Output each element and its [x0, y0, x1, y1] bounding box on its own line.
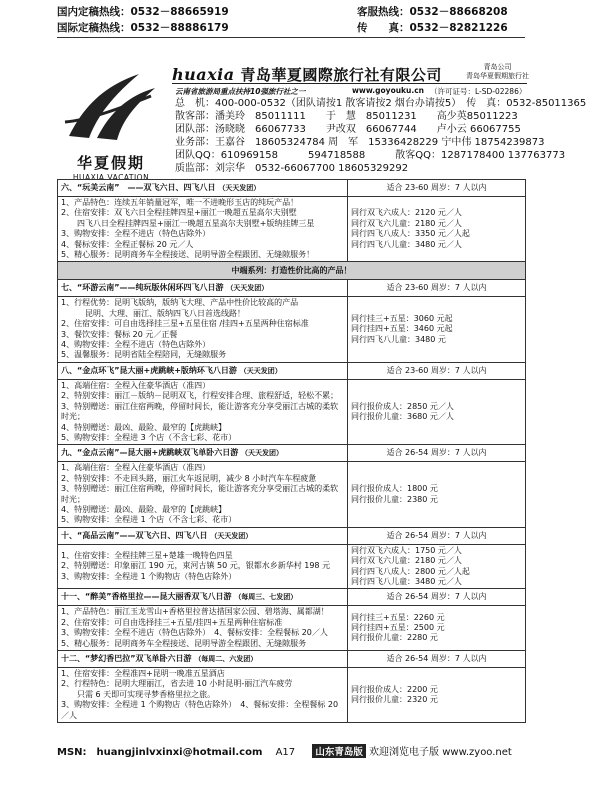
- license-number: （许可证号：L-SD-02286）: [430, 87, 527, 96]
- tour-name: 十一、“醉美”香格里拉——昆大丽香双飞八日游: [61, 592, 232, 602]
- price-line: 同行挂三+五星：3060 元起: [351, 314, 453, 324]
- detail-line: 3、特别赠送：丽江住宿两晚，停留时间长，能让游客充分享受丽江古城的柔软时光；: [61, 401, 339, 422]
- tour-prices: [348, 544, 526, 589]
- tour-prices: [348, 197, 526, 262]
- tour-table: [57, 179, 526, 723]
- price-line: 同行报价成人：1800 元: [351, 484, 438, 494]
- international-hotline: 国际定稿热线：0532－88886179: [57, 22, 229, 34]
- tour-title: [58, 651, 348, 668]
- tour-prices: [348, 668, 526, 723]
- tour-10-body: [58, 544, 526, 589]
- tour-name: 六、“玩美云南” ——双飞六日、四飞八日: [61, 182, 216, 192]
- huaxia-wordmark: huaxia: [172, 65, 235, 84]
- branch-line2: 青岛华夏假期旅行社: [466, 72, 529, 80]
- tour-12-body: [58, 668, 526, 723]
- detail-line: 3、特别赠送：丽江住宿两晚，停留时间长，能让游客充分享受丽江古城的柔软时光；: [61, 484, 339, 504]
- price-line: 同行四飞八成人：3350 元／人起: [351, 229, 470, 239]
- logo-block: [59, 66, 163, 182]
- detail-line: 1、产品特色：连续五年销量冠军，唯一不进晚形玉店的纯玩产品！: [61, 198, 299, 207]
- branch-line1: 青岛公司: [483, 63, 512, 71]
- detail-line: 1、高端住宿：全程入住豪华酒店（准四）: [61, 463, 211, 473]
- title-rule: [172, 83, 527, 84]
- detail-line: 5、购物安排：全程进 1 个店（不含七彩、花市）: [61, 515, 237, 525]
- tour-title: [58, 589, 348, 606]
- tour-title: [58, 445, 348, 462]
- price-line: 同行四飞八儿童：3480 元／人: [351, 239, 462, 249]
- price-line: 同行四飞八儿童：3480 元: [351, 334, 446, 344]
- tour-details: [58, 668, 348, 723]
- tour-9-header: [58, 445, 526, 462]
- tour-11-header: [58, 589, 526, 606]
- price-line: 同行挂四+五星：2500 元: [351, 622, 445, 632]
- detail-line: 2、住宿安排：可自由选择挂三星+五星住宿 /挂四+五星两种住宿标准: [61, 319, 309, 329]
- branch-label: [466, 63, 529, 81]
- swoosh-logo-icon: [59, 66, 163, 148]
- tour-10-header: [58, 527, 526, 544]
- detail-line: 3、餐饮安排：餐标 20 元／正餐: [61, 329, 178, 339]
- contact-qq: 团队QQ：610969158 594718588 散客QQ：1287178400 137763773: [175, 150, 566, 161]
- tour-prices: [348, 606, 526, 651]
- header-rule: [57, 37, 525, 38]
- price-line: 同行四飞八成人：2800 元／人起: [351, 566, 470, 576]
- tour-age: 适合 26-54 周岁：7 人以内: [348, 651, 526, 668]
- price-line: 同行报价成人：2200 元: [351, 684, 438, 694]
- logo-en: HUAXIA VACATION: [72, 173, 150, 182]
- price-line: 同行双飞六儿童：2180 元／人: [351, 556, 462, 566]
- tour-schedule: （天天发团）: [241, 449, 284, 458]
- tour-title: [58, 527, 348, 544]
- tour-prices: [348, 379, 526, 444]
- service-hotline: 客服热线：0532－88668208: [357, 6, 508, 18]
- tour-6-header: [58, 180, 526, 197]
- price-line: 同行报价儿童：3680 元／人: [351, 412, 454, 422]
- tour-schedule: （天天发团）: [239, 366, 282, 375]
- detail-line: 昆明、大理、丽江、版纳四飞八日首选线路！: [61, 308, 245, 318]
- detail-line: 5、精心服务：昆明商务车全程接送、昆明导游全程跟团、无缝隙服务！: [61, 250, 315, 260]
- detail-line: 5、购物安排：全程进 3 个店（不含七彩、花市）: [61, 432, 237, 442]
- tour-prices: [348, 462, 526, 527]
- contact-retail: 散客部：潘美玲 85011111 于 慧 85011231 高少英85011223: [175, 111, 518, 122]
- tour-title: [58, 362, 348, 379]
- contact-group: 团队部：汤晓晓 66067733 尹改双 66067744 卢小云 66067755: [175, 124, 521, 135]
- detail-line: 4、特别赠送：最凶、最险、最窄的【虎跳峡】: [61, 422, 227, 432]
- tour-schedule: （天天发团）: [218, 183, 261, 192]
- domestic-hotline: 国内定稿热线：0532－88665919: [57, 6, 229, 18]
- price-line: 同行报价儿童：2380 元: [351, 494, 438, 504]
- detail-line: 1、产品特色：丽江玉龙雪山+香格里拉普达措国家公园、碧塔海、属都湖！: [61, 607, 329, 617]
- detail-line: 1、高端住宿：全程入住豪华酒店（准四）: [61, 380, 211, 390]
- tour-age: 适合 23-60 周岁：7 人以内: [348, 280, 526, 297]
- tour-age: 适合 23-60 周岁：7 人以内: [348, 180, 526, 197]
- tour-name: 九、“金点云南”—昆大丽+虎跳峡双飞单卧六日游: [61, 448, 239, 458]
- tour-name: 十、“高品云南”——双飞六日、四飞八日: [61, 530, 208, 540]
- tour-age: 适合 26-54 周岁：7 人以内: [348, 445, 526, 462]
- tour-details: [58, 462, 348, 527]
- detail-line: 2、特别安排：丽江－版纳－昆明双飞，行程安排合理、旅程舒适，轻松不累；: [61, 391, 339, 401]
- agency-title: [172, 64, 442, 85]
- price-line: 同行报价儿童：2280 元: [351, 633, 438, 643]
- footer-tail: 欢迎浏览电子版 www.zyoo.net: [369, 747, 512, 758]
- detail-line: 1、行程优势：昆明飞版纳，版纳飞大理、产品中性价比较高的产品: [61, 298, 299, 308]
- detail-line: 2、特别安排：不走回头路，丽江火车返昆明，减少 8 小时汽车车程疲惫: [61, 473, 317, 483]
- tour-details: [58, 197, 348, 262]
- tour-name: 十二、“梦幻香巴拉”双飞单卧六日游: [61, 653, 192, 663]
- contact-quality: 质监部：刘宗华 0532-66067700 18605329292: [175, 163, 409, 174]
- banner-row: [58, 262, 526, 280]
- series-banner: 中端系列：打造性价比高的产品！: [58, 262, 526, 280]
- tour-9-body: [58, 462, 526, 527]
- detail-line: 四飞八日全程挂牌四星+丽江一晚超五星高尔夫别墅+版纳挂牌三星: [61, 218, 315, 228]
- website: www.goyouku.cn: [352, 86, 425, 95]
- tour-details: [58, 544, 348, 589]
- edition-tag: 山东青岛版: [312, 744, 366, 758]
- price-line: 同行双飞六儿童：2180 元／人: [351, 218, 462, 228]
- tour-schedule: （每周三、七发团）: [234, 593, 298, 602]
- price-line: 同行双飞六成人：2120 元／人: [351, 208, 462, 218]
- tour-7-header: [58, 280, 526, 297]
- tour-age: 适合 23-60 周岁：7 人以内: [348, 362, 526, 379]
- detail-line: 2、特别赠送：印象丽江 190 元，束河古镇 50 元，银都水乡新华村 198 元: [61, 561, 331, 571]
- detail-line: 5、温馨服务：昆明省陆全程陪同，无缝隙服务: [61, 350, 227, 360]
- detail-line: 2、住宿安排：可自由选择挂三+五星/挂四+五星两种住宿标准: [61, 617, 283, 627]
- detail-line: 4、购物安排：全程不进店（特色店除外）: [61, 340, 211, 350]
- fax-hotline: 传 真：0532－82821226: [357, 22, 508, 34]
- detail-line: 4、餐标安排：全程正餐标 20 元／人: [61, 239, 194, 249]
- tour-8-header: [58, 362, 526, 379]
- agency-name: 青岛華夏國際旅行社有限公司: [240, 66, 442, 84]
- price-line: 同行挂三+五星：2260 元: [351, 612, 445, 622]
- tour-details: [58, 297, 348, 362]
- price-line: 同行报价儿童：2320 元: [351, 695, 438, 705]
- detail-line: 3、购物安排：全程进 1 个购物店（特色店除外）: [61, 571, 237, 581]
- contact-business: 业务部：王嘉谷 18605324784 周 军 15336428229 宁中伟 18754239873: [175, 137, 545, 148]
- tour-name: 七、“环游云南”——纯玩版休闲环四飞八日游: [61, 283, 224, 293]
- price-line: 同行双飞六成人：1750 元／人: [351, 545, 462, 555]
- tour-title: [58, 280, 348, 297]
- tour-name: 八、“金点环飞”昆大丽+虎跳峡+版纳环飞八日游: [61, 365, 237, 375]
- msn-contact: MSN: huangjinlvxinxi@hotmail.com: [57, 747, 263, 758]
- tour-age: 适合 26-54 周岁：7 人以内: [348, 527, 526, 544]
- detail-line: 3、购物安排：全程不进店（特色店除外） 4、餐标安排：全程餐标 20／人: [61, 628, 328, 638]
- tour-schedule: （每周二、六发团）: [194, 654, 258, 663]
- tour-age: 适合 26-54 周岁：7 人以内: [348, 589, 526, 606]
- logo-cn: 华夏假期: [76, 154, 145, 172]
- tour-prices: [348, 297, 526, 362]
- tour-7-body: [58, 297, 526, 362]
- detail-line: 3、购物安排：全程进 1 个购物店（特色店除外） 4、餐标安排：全程餐标 20／人: [61, 700, 339, 720]
- price-line: 同行挂四+五星：3460 元起: [351, 324, 453, 334]
- tour-schedule: （天天发团）: [226, 284, 269, 293]
- tour-6-body: [58, 197, 526, 262]
- tour-8-body: [58, 379, 526, 444]
- slogan: 云南省旅游局重点扶持10强旅行社之一: [175, 87, 306, 96]
- detail-line: 1、住宿安排：全程准四+昆明一晚准五星酒店: [61, 669, 225, 678]
- tour-schedule: （天天发团）: [210, 531, 253, 540]
- detail-line: 2、行程特色：昆明大理丽江，省去进 10 小时昆明-丽江汽车疲劳: [61, 679, 293, 689]
- price-line: 同行四飞八儿童：3480 元／人: [351, 576, 462, 586]
- footer: [57, 743, 525, 758]
- detail-line: 只需 6 天即可实现寻梦香格里拉之旅。: [61, 689, 216, 699]
- tour-title: [58, 180, 348, 197]
- detail-line: 2、住宿安排：双飞六日全程挂牌四星+丽江一晚超五星高尔夫别墅: [61, 208, 297, 218]
- tour-11-body: [58, 606, 526, 651]
- contact-main: 总 机：400-000-0532（团队请按1 散客请按2 烟台办请按5） 传 真：0532-85011365: [175, 98, 587, 109]
- detail-line: 3、购物安排：全程不进店（特色店除外）: [61, 229, 211, 239]
- page-number: A17: [275, 747, 296, 758]
- detail-line: 5、精心服务：昆明商务车全程接送、昆明导游全程跟团、无缝隙服务: [61, 638, 307, 648]
- detail-line: 4、特别赠送：最凶、最险、最窄的【虎跳峡】: [61, 504, 227, 514]
- tour-details: [58, 606, 348, 651]
- price-line: 同行报价成人：2850 元／人: [351, 401, 454, 411]
- tour-details: [58, 379, 348, 444]
- tour-12-header: [58, 651, 526, 668]
- detail-line: 1、住宿安排：全程挂牌三星+楚雄一晚特色四星: [61, 550, 233, 560]
